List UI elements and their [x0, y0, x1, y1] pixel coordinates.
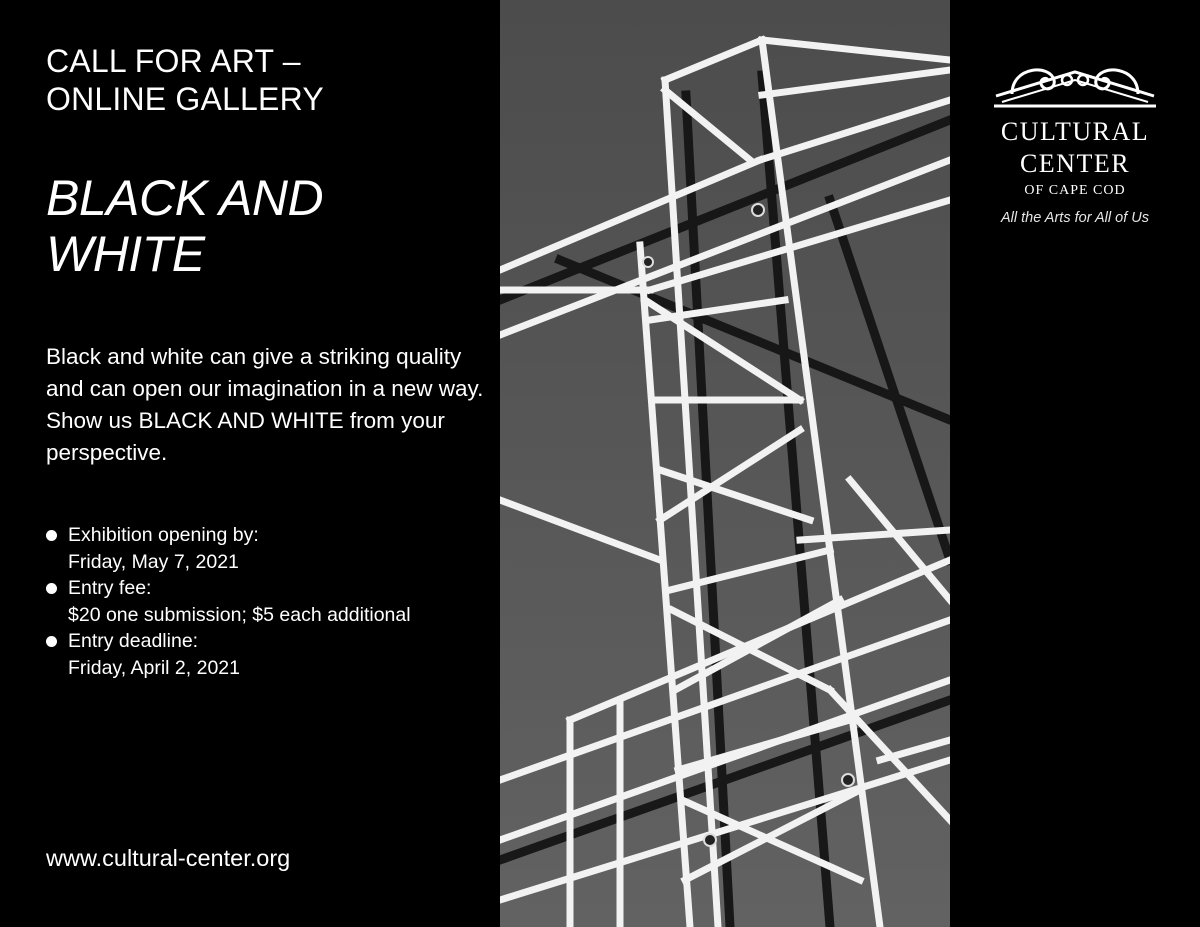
steel-tower-image	[500, 0, 950, 927]
detail-item-deadline	[46, 628, 496, 681]
title-line-2: WHITE	[46, 226, 205, 282]
tower-photo	[500, 0, 950, 927]
logo-text-cultural: CULTURAL	[1000, 117, 1150, 146]
details-list	[46, 522, 496, 681]
exhibition-description: Black and white can give a striking quality and can open our imagination in a new way. Show us BLACK AND WHITE from your perspective.	[46, 344, 484, 465]
call-for-art-heading	[46, 42, 324, 118]
detail-value: Friday, May 7, 2021	[68, 550, 239, 573]
detail-item-fee	[46, 575, 496, 628]
detail-item-opening	[46, 522, 496, 575]
detail-label: Entry deadline:	[68, 630, 199, 652]
right-panel	[950, 0, 1200, 927]
heading-line-1: CALL FOR ART –	[46, 43, 301, 79]
logo-tagline: All the Arts for All of Us	[1001, 210, 1149, 226]
cultural-center-logo-icon	[992, 58, 1158, 121]
heading-line-2: ONLINE GALLERY	[46, 81, 324, 117]
website-link[interactable]: www.cultural-center.org	[46, 845, 291, 871]
bullet-dot-icon	[46, 583, 57, 594]
detail-label: Entry fee:	[68, 577, 152, 599]
left-panel	[0, 0, 500, 927]
logo-text-center: CENTER	[1019, 149, 1131, 178]
detail-value: Friday, April 2, 2021	[68, 656, 240, 679]
detail-value: $20 one submission; $5 each additional	[68, 603, 411, 626]
title-line-1: BLACK AND	[46, 170, 324, 226]
bullet-dot-icon	[46, 530, 57, 541]
logo-text-cape-cod: OF CAPE COD	[1024, 183, 1126, 198]
detail-label: Exhibition opening by:	[68, 524, 259, 546]
exhibition-title	[46, 170, 323, 282]
bullet-dot-icon	[46, 636, 57, 647]
